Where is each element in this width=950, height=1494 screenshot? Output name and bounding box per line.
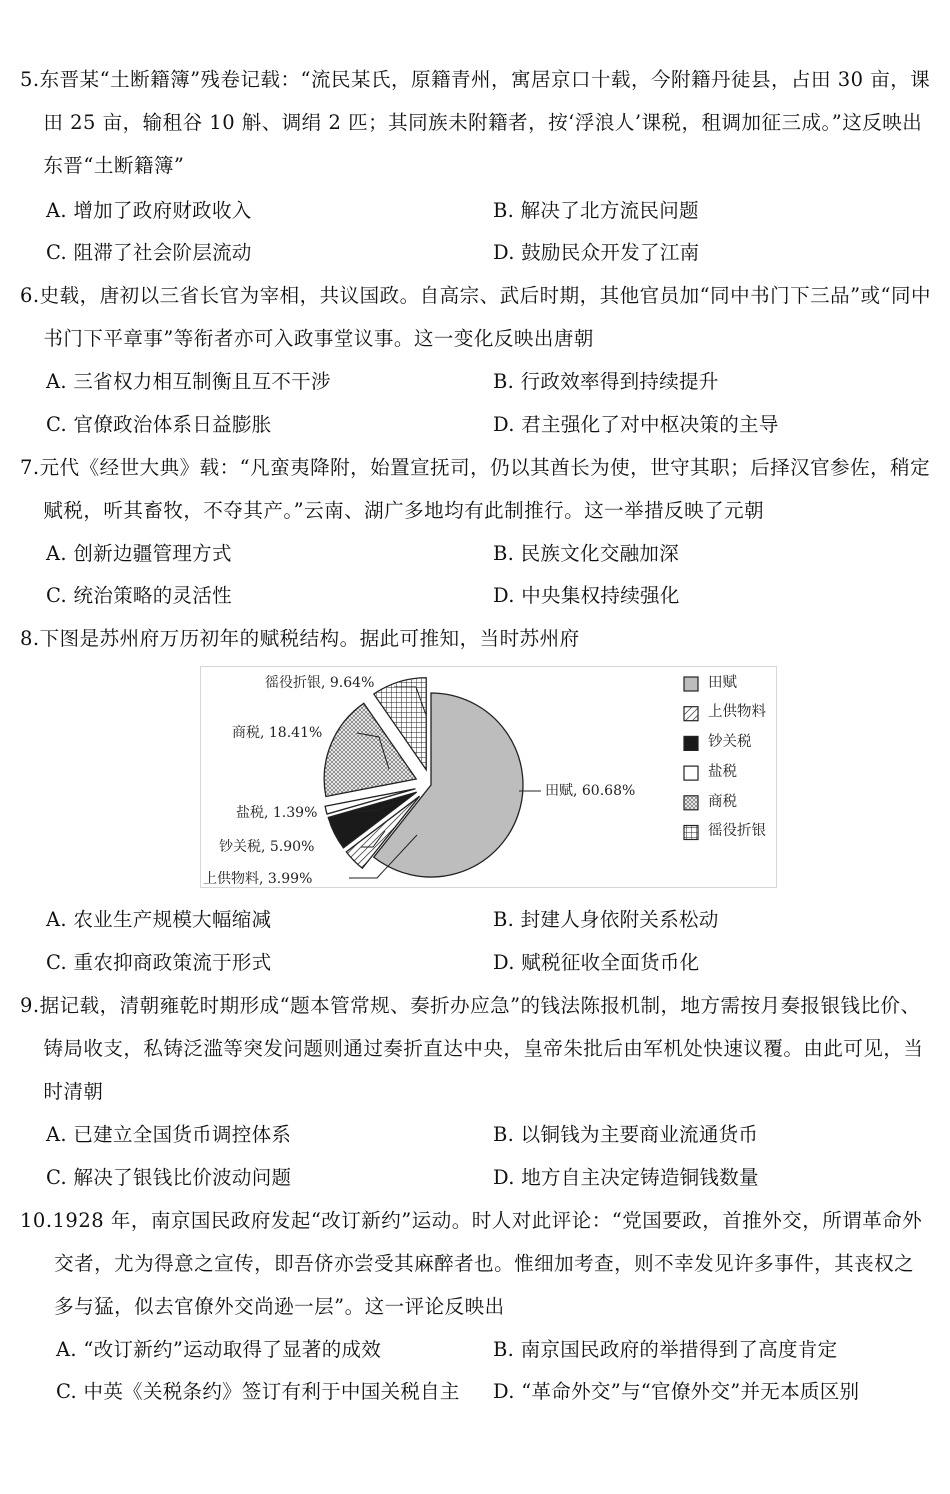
question-6-number: 6. [20, 284, 40, 307]
legend-swatch-shanggong [684, 707, 698, 721]
slice-label-tianfu: 田赋, 60.68% [545, 783, 636, 799]
question-8-text: 下图是苏州府万历初年的赋税结构。据此可推知，当时苏州府 [39, 627, 580, 650]
legend-label-yanshui: 盐税 [708, 764, 737, 780]
question-7-option-d: D. 中央集权持续强化 [493, 584, 680, 607]
slice-label-shangshui: 商税, 18.41% [232, 725, 323, 741]
question-5-option-d: D. 鼓励民众开发了江南 [493, 241, 700, 264]
question-9-option-d: D. 地方自主决定铸造铜钱数量 [493, 1166, 759, 1189]
question-5-text: 东晋某“土断籍簿”残卷记载：“流民某氏，原籍青州，寓居京口十载，今附籍丹徒县，占田 30 亩，课田 25 亩，输租谷 10 斛、调绢 2 匹；其同族未附籍者，按‘浮浪人’课税，租调加征三成。”这反映出东晋“土断籍簿” [39, 68, 931, 177]
question-7-option-a: A. 创新边疆管理方式 [46, 542, 232, 565]
question-10-stem [20, 1199, 932, 1328]
legend-swatch-yanshui [684, 766, 698, 780]
legend-swatch-tianfu [684, 677, 698, 691]
question-9-option-a: A. 已建立全国货币调控体系 [46, 1123, 292, 1146]
question-10-option-b: B. 南京国民政府的举措得到了高度肯定 [493, 1338, 838, 1361]
question-10-option-d: D. “革命外交”与“官僚外交”并无本质区别 [493, 1380, 860, 1403]
question-6-option-b: B. 行政效率得到持续提升 [493, 370, 719, 393]
question-8-option-a: A. 农业生产规模大幅缩减 [46, 908, 272, 931]
question-10-option-c: C. 中英《关税条约》签订有利于中国关税自主 [56, 1380, 460, 1403]
question-8-option-b: B. 封建人身依附关系松动 [493, 908, 719, 931]
question-6-text: 史载，唐初以三省长官为宰相，共议国政。自高宗、武后时期，其他官员加“同中书门下三品”或“同中书门下平章事”等衔者亦可入政事堂议事。这一变化反映出唐朝 [39, 284, 932, 350]
question-9-option-c: C. 解决了银钱比价波动问题 [46, 1166, 292, 1189]
slice-label-chaoguanshui: 钞关税, 5.90% [219, 839, 315, 855]
question-8-stem [20, 617, 932, 660]
question-7-text: 元代《经世大典》载：“凡蛮夷降附，始置宣抚司，仍以其酋长为使，世守其职；后择汉官参佐，稍定赋税，听其畜牧，不夺其产。”云南、湖广多地均有此制推行。这一举措反映了元朝 [39, 456, 931, 522]
question-6-option-a: A. 三省权力相互制衡且互不干涉 [46, 370, 331, 393]
legend-swatch-shangshui [684, 796, 698, 810]
question-10-text: 1928 年，南京国民政府发起“改订新约”运动。时人对此评论：“党国要政，首推外交，所谓革命外交者，尤为得意之宣传，即吾侪亦尝受其麻醉者也。惟细加考查，则不幸发见许多事件，其丧权之多与猛，似去官僚外交尚逊一层”。这一评论反映出 [52, 1209, 923, 1318]
question-5-number: 5. [20, 68, 40, 91]
question-6-stem [20, 274, 932, 360]
question-9-option-b: B. 以铜钱为主要商业流通货币 [493, 1123, 759, 1146]
question-8-option-c: C. 重农抑商政策流于形式 [46, 951, 272, 974]
slice-label-shanggong: 上供物料, 3.99% [203, 871, 313, 887]
question-6-option-d: D. 君主强化了对中枢决策的主导 [493, 413, 779, 436]
legend-label-yaoyi: 徭役折银 [708, 823, 766, 839]
legend-label-shanggong: 上供物料 [708, 704, 766, 720]
question-6-option-c: C. 官僚政治体系日益膨胀 [46, 413, 272, 436]
question-5-option-a: A. 增加了政府财政收入 [46, 199, 252, 222]
question-8-option-d: D. 赋税征收全面货币化 [493, 951, 700, 974]
tax-structure-pie-chart [200, 666, 777, 888]
question-5-stem [20, 58, 932, 187]
question-7-stem [20, 446, 932, 532]
question-7-option-b: B. 民族文化交融加深 [493, 542, 680, 565]
legend-label-chaoguanshui: 钞关税 [708, 734, 752, 750]
legend-swatch-yaoyi [684, 826, 698, 840]
legend-label-shangshui: 商税 [708, 794, 737, 810]
question-7-number: 7. [20, 456, 40, 479]
question-5-option-b: B. 解决了北方流民问题 [493, 199, 699, 222]
slice-label-yanshui: 盐税, 1.39% [236, 805, 318, 821]
slice-label-yaoyi: 徭役折银, 9.64% [265, 675, 375, 691]
question-9-stem [20, 984, 932, 1113]
question-9-text: 据记载，清朝雍乾时期形成“题本管常规、奏折办应急”的钱法陈报机制，地方需按月奏报银钱比价、铸局收支，私铸泛滥等突发问题则通过奏折直达中央，皇帝朱批后由军机处快速议覆。由此可见，当时清朝 [39, 994, 924, 1103]
legend-label-tianfu: 田赋 [708, 675, 737, 691]
question-5-option-c: C. 阻滞了社会阶层流动 [46, 241, 252, 264]
question-7-option-c: C. 统治策略的灵活性 [46, 584, 232, 607]
question-8-number: 8. [20, 627, 40, 650]
question-9-number: 9. [20, 994, 40, 1017]
question-10-option-a: A. “改订新约”运动取得了显著的成效 [56, 1338, 382, 1361]
question-10-number: 10. [20, 1209, 53, 1232]
legend-swatch-chaoguanshui [684, 736, 698, 750]
